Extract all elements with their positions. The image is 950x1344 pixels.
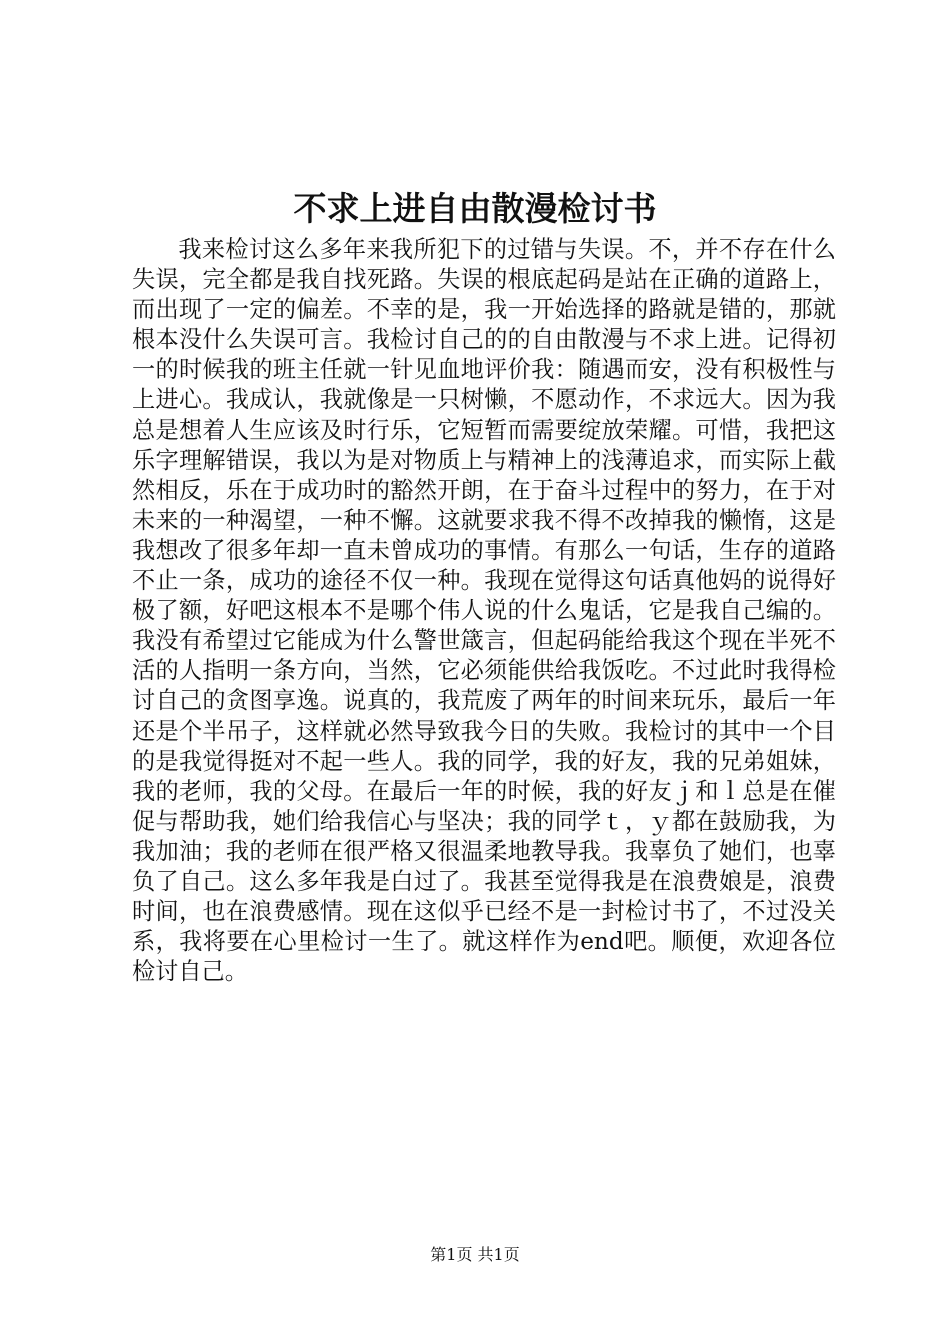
- page-footer: 第1页 共1页: [430, 1245, 520, 1264]
- document-title: 不求上进自由散漫检讨书: [293, 189, 657, 228]
- document-body: 我来检讨这么多年来我所犯下的过错与失误。不，并不存在什么失误，完全都是我自找死路。失误的根底起码是站在正确的道路上，而出现了一定的偏差。不幸的是，我一开始选择的路就是错的，那就根本没什么失误可言。我检讨自己的的自由散漫与不求上进。记得初一的时候我的班主任就一针见血地评价我：随遇而安，没有积极性与上进心。我成认，我就像是一只树懒，不愿动作，不求远大。因为我总是想着人生应该及时行乐，它短暂而需要绽放荣耀。可惜，我把这乐字理解错误，我以为是对物质上与精神上的浅薄追求，而实际上截然相反，乐在于成功时的豁然开朗，在于奋斗过程中的努力，在于对未来的一种渴望，一种不懈。这就要求我不得不改掉我的懒惰，这是我想改了很多年却一直未曾成功的事情。有那么一句话，生存的道路不止一条，成功的途径不仅一种。我现在觉得这句话真他妈的说得好极了额，好吧这根本不是哪个伟人说的什么鬼话，它是我自己编的。我没有希望过它能成为什么警世箴言，但起码能给我这个现在半死不活的人指明一条方向，当然，它必须能供给我饭吃。不过此时我得检讨自己的贪图享逸。说真的，我荒废了两年的时间来玩乐，最后一年还是个半吊子，这样就必然导致我今日的失败。我检讨的其中一个目的是我觉得挺对不起一些人。我的同学，我的好友，我的兄弟姐妹，我的老师，我的父母。在最后一年的时候，我的好友ｊ和ｌ总是在催促与帮助我，她们给我信心与坚决；我的同学ｔ，ｙ都在鼓励我，为我加油；我的老师在很严格又很温柔地教导我。我辜负了她们，也辜负了自己。这么多年我是白过了。我甚至觉得我是在浪费娘是，浪费时间，也在浪费感情。现在这似乎已经不是一封检讨书了，不过没关系，我将要在心里检讨一生了。就这样作为end吧。顺便，欢迎各位检讨自己。: [132, 236, 836, 986]
